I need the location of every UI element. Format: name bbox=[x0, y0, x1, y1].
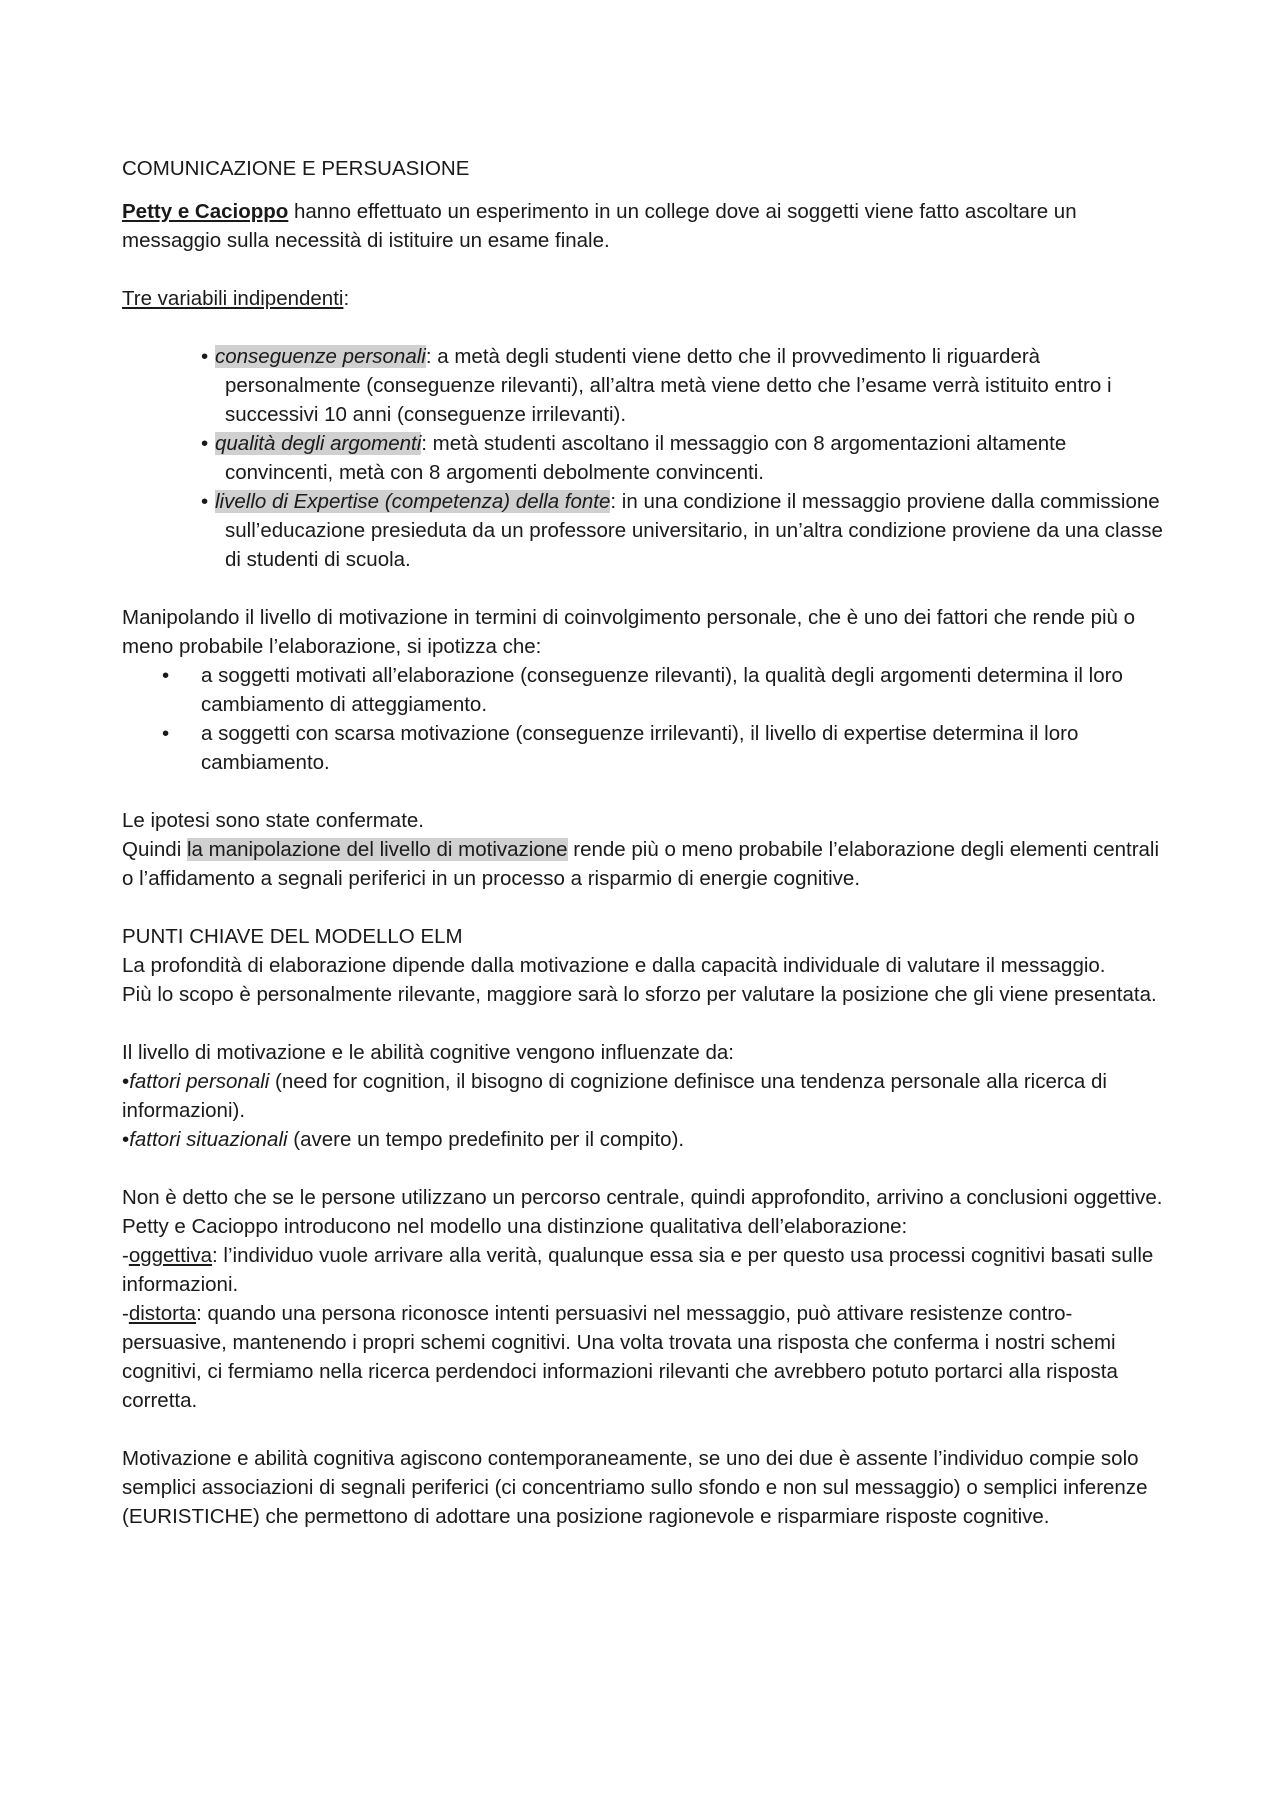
variables-list bbox=[122, 342, 1167, 574]
variable-term: conseguenze personali bbox=[215, 345, 426, 368]
dash-glyph: - bbox=[122, 1244, 129, 1267]
bullet-glyph: • bbox=[122, 1128, 130, 1151]
variables-heading-line bbox=[122, 284, 1167, 313]
list-item bbox=[122, 487, 1167, 574]
distinction-paragraph-2: Petty e Cacioppo introducono nel modello una distinzione qualitativa dell’elaborazione: bbox=[122, 1215, 908, 1238]
variable-term: livello di Expertise (competenza) della fonte bbox=[215, 490, 611, 513]
bullet-glyph: • bbox=[201, 490, 209, 513]
objective-text: : l’individuo vuole arrivare alla verità, qualunque essa sia e per questo usa processi cognitivi basati sulle informazioni. bbox=[122, 1244, 1154, 1296]
variable-text: : a metà degli studenti viene detto che il provvedimento li riguarderà personalmente (conseguenze rilevanti), all’altra metà viene detto che l’esame verrà istituito entro i successivi 10 anni (conseguenze irrilevanti). bbox=[225, 345, 1112, 426]
hypothesis-list bbox=[122, 661, 1167, 777]
distorted-term: distorta bbox=[128, 1302, 197, 1325]
factor-situational-text: (avere un tempo predefinito per il compito). bbox=[287, 1128, 685, 1151]
page-title: COMUNICAZIONE E PERSUASIONE bbox=[122, 157, 470, 180]
variables-colon: : bbox=[343, 287, 350, 310]
confirmation-paragraph bbox=[122, 835, 1167, 893]
list-item bbox=[122, 719, 1167, 777]
conclusion-paragraph: Motivazione e abilità cognitiva agiscono contemporaneamente, se uno dei due è assente l’individuo compie solo semplici associazioni di segnali periferici (ci concentriamo sullo sfondo e non sul messaggio) o semplici inferenze (EURISTICHE) che permettono di adottare una posizione ragionevole e risparmiare risposte cognitive. bbox=[122, 1447, 1148, 1528]
list-item bbox=[122, 342, 1167, 429]
bullet-glyph: • bbox=[162, 722, 170, 745]
factor-situational bbox=[122, 1125, 1167, 1154]
variable-term: qualità degli argomenti bbox=[215, 432, 422, 455]
confirmation-line: Le ipotesi sono state confermate. bbox=[122, 809, 424, 832]
bullet-glyph: • bbox=[162, 664, 170, 687]
hypothesis-text: a soggetti con scarsa motivazione (conseguenze irrilevanti), il livello di expertise determina il loro cambiamento. bbox=[201, 722, 1079, 774]
list-item bbox=[122, 661, 1167, 719]
variable-text: : in una condizione il messaggio proviene dalla commissione sull’educazione presieduta da un professore universitario, in un’altra condizione proviene da una classe di studenti di scuola. bbox=[225, 490, 1163, 571]
dash-glyph: - bbox=[122, 1302, 129, 1325]
distinction-paragraph-1: Non è detto che se le persone utilizzano un percorso centrale, quindi approfondito, arrivino a conclusioni oggettive. bbox=[122, 1186, 1163, 1209]
elm-paragraph-1: La profondità di elaborazione dipende dalla motivazione e dalla capacità individuale di valutare il messaggio. bbox=[122, 954, 1106, 977]
factor-personal bbox=[122, 1067, 1167, 1125]
hypothesis-text: a soggetti motivati all’elaborazione (conseguenze rilevanti), la qualità degli argomenti determina il loro cambiamento di atteggiamento. bbox=[201, 664, 1123, 716]
confirmation-prefix: Quindi bbox=[122, 838, 187, 861]
elm-paragraph-2: Più lo scopo è personalmente rilevante, maggiore sarà lo sforzo per valutare la posizione che gli viene presentata. bbox=[122, 983, 1157, 1006]
document-body bbox=[122, 154, 1167, 1531]
bullet-glyph: • bbox=[122, 1070, 130, 1093]
factor-personal-text: (need for cognition, il bisogno di cognizione definisce una tendenza personale alla ricerca di informazioni). bbox=[122, 1070, 1107, 1122]
distorted-text: : quando una persona riconosce intenti persuasivi nel messaggio, può attivare resistenze contro-persuasive, mantenendo i propri schemi cognitivi. Una volta trovata una risposta che conferma i nostri schemi cognitivi, ci fermiamo nella ricerca perdendoci informazioni rilevanti che avrebbero potuto portarci alla risposta corretta. bbox=[122, 1302, 1118, 1412]
intro-authors: Petty e Cacioppo bbox=[122, 200, 289, 223]
confirmation-highlight: la manipolazione del livello di motivazione bbox=[186, 838, 568, 861]
list-item bbox=[122, 429, 1167, 487]
factors-intro: Il livello di motivazione e le abilità cognitive vengono influenzate da: bbox=[122, 1041, 734, 1064]
factor-situational-term: fattori situazionali bbox=[129, 1128, 288, 1151]
intro-paragraph bbox=[122, 197, 1167, 255]
variable-text: : metà studenti ascoltano il messaggio con 8 argomentazioni altamente convincenti, metà con 8 argomenti debolmente convincenti. bbox=[225, 432, 1067, 484]
hypothesis-intro: Manipolando il livello di motivazione in termini di coinvolgimento personale, che è uno dei fattori che rende più o meno probabile l’elaborazione, si ipotizza che: bbox=[122, 606, 1136, 658]
distinction-distorted bbox=[122, 1299, 1167, 1415]
objective-term: oggettiva bbox=[128, 1244, 213, 1267]
bullet-glyph: • bbox=[201, 432, 209, 455]
factor-personal-term: fattori personali bbox=[129, 1070, 270, 1093]
intro-text: hanno effettuato un esperimento in un college dove ai soggetti viene fatto ascoltare un messaggio sulla necessità di istituire un esame finale. bbox=[122, 200, 1077, 252]
variables-heading: Tre variabili indipendenti bbox=[122, 287, 344, 310]
elm-heading: PUNTI CHIAVE DEL MODELLO ELM bbox=[122, 925, 463, 948]
confirmation-rest: rende più o meno probabile l’elaborazione degli elementi centrali o l’affidamento a segnali periferici in un processo a risparmio di energie cognitive. bbox=[122, 838, 1160, 890]
distinction-objective bbox=[122, 1241, 1167, 1299]
bullet-glyph: • bbox=[201, 345, 209, 368]
